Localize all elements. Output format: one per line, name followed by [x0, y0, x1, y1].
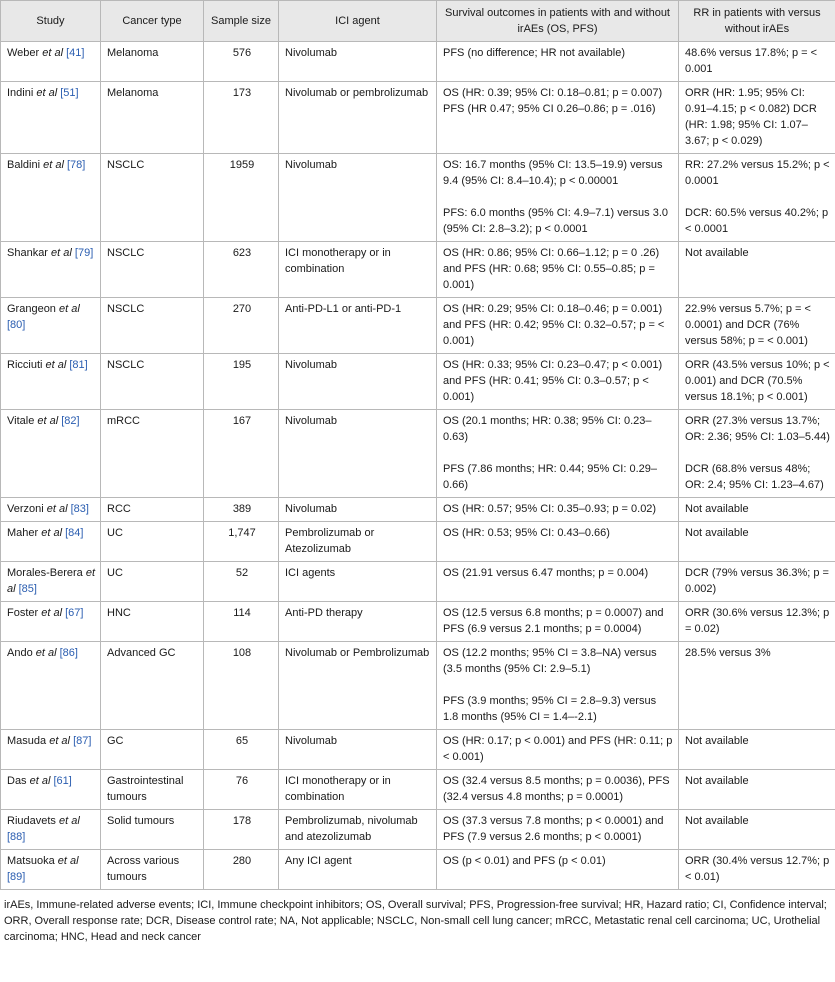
- rr-cell: [679, 730, 835, 770]
- sample-size-cell: 195: [204, 354, 279, 410]
- cancer-type-cell: Solid tumours: [101, 810, 204, 850]
- rr-cell: [679, 810, 835, 850]
- paragraph-gap: [443, 677, 674, 693]
- cancer-type-cell: HNC: [101, 602, 204, 642]
- header-study: Study: [1, 1, 101, 42]
- rr-cell-text: ORR (30.6% versus 12.3%; p = 0.02): [685, 607, 830, 635]
- rr-cell-text: ORR (30.4% versus 12.7%; p < 0.01): [685, 855, 830, 883]
- ici-agent-cell: Nivolumab: [279, 410, 437, 498]
- survival-cell-text: OS (HR: 0.53; 95% CI: 0.43–0.66): [443, 527, 610, 539]
- table-row: [1, 410, 835, 498]
- survival-cell-text: PFS (3.9 months; 95% CI = 2.8–9.3) versus 1.8 months (95% CI = 1.4–-2.1): [443, 695, 657, 723]
- rr-cell: [679, 298, 835, 354]
- survival-cell-text: OS (12.2 months; 95% CI = 3.8–NA) versus (3.5 months (95% CI: 2.9–5.1): [443, 647, 657, 675]
- study-cell: [1, 354, 101, 410]
- study-cell: [1, 82, 101, 154]
- survival-cell: [437, 602, 679, 642]
- cancer-type-cell: Gastrointestinal tumours: [101, 770, 204, 810]
- rr-cell: [679, 642, 835, 730]
- sample-size-cell: 167: [204, 410, 279, 498]
- cancer-type-cell: GC: [101, 730, 204, 770]
- study-author: Grangeon: [7, 303, 56, 315]
- survival-cell: [437, 562, 679, 602]
- rr-cell-text: RR: 27.2% versus 15.2%; p < 0.0001: [685, 159, 830, 187]
- ici-agent-cell: Nivolumab: [279, 354, 437, 410]
- survival-cell-text: OS (37.3 versus 7.8 months; p < 0.0001) and PFS (7.9 versus 2.6 months; p < 0.0001): [443, 815, 664, 843]
- study-author: Ando: [7, 647, 33, 659]
- ici-agent-cell: Nivolumab: [279, 42, 437, 82]
- study-cell: [1, 242, 101, 298]
- survival-cell: [437, 42, 679, 82]
- sample-size-cell: 52: [204, 562, 279, 602]
- reference-link[interactable]: [51]: [60, 87, 79, 99]
- sample-size-cell: 1959: [204, 154, 279, 242]
- header-row: [1, 1, 835, 42]
- ici-agent-cell: Pembrolizumab or Atezolizumab: [279, 522, 437, 562]
- sample-size-cell: 280: [204, 850, 279, 890]
- reference-link[interactable]: [61]: [53, 775, 72, 787]
- survival-cell-text: OS: 16.7 months (95% CI: 13.5–19.9) versus 9.4 (95% CI: 8.4–10.4); p < 0.00001: [443, 159, 663, 187]
- table-row: [1, 354, 835, 410]
- rr-cell: [679, 410, 835, 498]
- cancer-type-cell: Advanced GC: [101, 642, 204, 730]
- et-al: et al: [59, 303, 80, 315]
- sample-size-cell: 178: [204, 810, 279, 850]
- sample-size-cell: 1,747: [204, 522, 279, 562]
- survival-cell: [437, 730, 679, 770]
- rr-cell-text: 22.9% versus 5.7%; p = < 0.0001) and DCR (76% versus 58%; p = < 0.001): [685, 303, 811, 347]
- sample-size-cell: 76: [204, 770, 279, 810]
- study-author: Matsuoka: [7, 855, 55, 867]
- reference-link[interactable]: [83]: [70, 503, 89, 515]
- ici-agent-cell: ICI agents: [279, 562, 437, 602]
- sample-size-cell: 389: [204, 498, 279, 522]
- cancer-type-cell: Melanoma: [101, 42, 204, 82]
- cancer-type-cell: Across various tumours: [101, 850, 204, 890]
- survival-cell-text: PFS: 6.0 months (95% CI: 4.9–7.1) versus 3.0 (95% CI: 2.8–3.2); p < 0.0001: [443, 207, 668, 235]
- sample-size-cell: 173: [204, 82, 279, 154]
- rr-cell: [679, 82, 835, 154]
- survival-cell-text: OS (20.1 months; HR: 0.38; 95% CI: 0.23–0.63): [443, 415, 652, 443]
- table-row: [1, 850, 835, 890]
- survival-cell-text: OS (HR: 0.86; 95% CI: 0.66–1.12; p = 0 .26) and PFS (HR: 0.68; 95% CI: 0.55–0.85; p = 0.001): [443, 247, 660, 291]
- cancer-type-cell: NSCLC: [101, 242, 204, 298]
- table-row: [1, 82, 835, 154]
- study-cell: [1, 42, 101, 82]
- cancer-type-cell: RCC: [101, 498, 204, 522]
- rr-cell: [679, 602, 835, 642]
- header-cancer-type: Cancer type: [101, 1, 204, 42]
- reference-link[interactable]: [85]: [18, 583, 37, 595]
- ici-agent-cell: ICI monotherapy or in combination: [279, 242, 437, 298]
- cancer-type-cell: mRCC: [101, 410, 204, 498]
- rr-cell: [679, 522, 835, 562]
- survival-cell: [437, 498, 679, 522]
- survival-cell-text: OS (p < 0.01) and PFS (p < 0.01): [443, 855, 606, 867]
- table-row: [1, 810, 835, 850]
- header-survival-outcomes: Survival outcomes in patients with and without irAEs (OS, PFS): [437, 1, 679, 42]
- rr-cell-text: Not available: [685, 503, 749, 515]
- survival-cell: [437, 810, 679, 850]
- survival-cell: [437, 770, 679, 810]
- study-cell: [1, 642, 101, 730]
- reference-link[interactable]: [41]: [66, 47, 85, 59]
- table-row: [1, 242, 835, 298]
- header-rr: RR in patients with versus without irAEs: [679, 1, 835, 42]
- study-cell: [1, 770, 101, 810]
- ici-agent-cell: Pembrolizumab, nivolumab and atezolizumab: [279, 810, 437, 850]
- rr-cell-text: DCR (79% versus 36.3%; p = 0.002): [685, 567, 829, 595]
- header-sample-size: Sample size: [204, 1, 279, 42]
- et-al: et al: [51, 247, 72, 259]
- et-al: et al: [36, 87, 58, 99]
- cancer-type-cell: Melanoma: [101, 82, 204, 154]
- table-row: [1, 298, 835, 354]
- study-cell: [1, 850, 101, 890]
- rr-cell-text: Not available: [685, 247, 749, 259]
- survival-cell: [437, 354, 679, 410]
- study-cell: [1, 730, 101, 770]
- paragraph-gap: [443, 445, 674, 461]
- rr-cell: [679, 42, 835, 82]
- table-row: [1, 730, 835, 770]
- rr-cell-text: DCR: 60.5% versus 40.2%; p < 0.0001: [685, 207, 829, 235]
- ici-agent-cell: Nivolumab: [279, 498, 437, 522]
- study-author: Morales-Berera: [7, 567, 83, 579]
- table-body: [1, 42, 835, 890]
- study-author: Masuda: [7, 735, 47, 747]
- study-cell: [1, 602, 101, 642]
- rr-cell: [679, 154, 835, 242]
- reference-link[interactable]: [86]: [59, 647, 78, 659]
- et-al: et al: [42, 47, 64, 59]
- et-al: et al: [57, 855, 79, 867]
- rr-cell-text: Not available: [685, 815, 749, 827]
- survival-cell: [437, 522, 679, 562]
- survival-cell: [437, 850, 679, 890]
- rr-cell-text: 48.6% versus 17.8%; p = < 0.001: [685, 47, 818, 75]
- reference-link[interactable]: [88]: [7, 831, 26, 843]
- survival-cell-text: OS (HR: 0.17; p < 0.001) and PFS (HR: 0.11; p < 0.001): [443, 735, 673, 763]
- rr-cell: [679, 498, 835, 522]
- study-author: Indini: [7, 87, 34, 99]
- rr-cell-text: ORR (43.5% versus 10%; p < 0.001) and DCR (70.5% versus 18.1%; p < 0.001): [685, 359, 830, 403]
- survival-cell: [437, 298, 679, 354]
- study-cell: [1, 154, 101, 242]
- survival-cell-text: OS (21.91 versus 6.47 months; p = 0.004): [443, 567, 649, 579]
- et-al: et al: [29, 775, 51, 787]
- cancer-type-cell: UC: [101, 522, 204, 562]
- table-row: [1, 498, 835, 522]
- rr-cell: [679, 354, 835, 410]
- table-row: [1, 602, 835, 642]
- study-author: Ricciuti: [7, 359, 43, 371]
- header-ici-agent: ICI agent: [279, 1, 437, 42]
- study-author: Vitale: [7, 415, 35, 427]
- et-al: et al: [45, 359, 67, 371]
- rr-cell-text: DCR (68.8% versus 48%; OR: 2.4; 95% CI: 1.23–4.67): [685, 463, 824, 491]
- ici-agent-cell: Anti-PD-L1 or anti-PD-1: [279, 298, 437, 354]
- sample-size-cell: 270: [204, 298, 279, 354]
- survival-cell-text: OS (HR: 0.39; 95% CI: 0.18–0.81; p = 0.007) PFS (HR 0.47; 95% CI 0.26–0.86; p = .016): [443, 87, 663, 115]
- table-row: [1, 770, 835, 810]
- reference-link[interactable]: [82]: [61, 415, 80, 427]
- survival-cell-text: PFS (no difference; HR not available): [443, 47, 625, 59]
- sample-size-cell: 576: [204, 42, 279, 82]
- ici-agent-cell: Nivolumab: [279, 154, 437, 242]
- survival-cell-text: OS (HR: 0.29; 95% CI: 0.18–0.46; p = 0.001) and PFS (HR: 0.42; 95% CI: 0.32–0.57; p = < 0.001): [443, 303, 665, 347]
- study-cell: [1, 562, 101, 602]
- survival-cell: [437, 82, 679, 154]
- survival-cell-text: PFS (7.86 months; HR: 0.44; 95% CI: 0.29–0.66): [443, 463, 657, 491]
- table-row: [1, 562, 835, 602]
- rr-cell-text: Not available: [685, 735, 749, 747]
- ici-agent-cell: Nivolumab or pembrolizumab: [279, 82, 437, 154]
- study-cell: [1, 298, 101, 354]
- rr-cell-text: Not available: [685, 527, 749, 539]
- table-row: [1, 522, 835, 562]
- table-row: [1, 642, 835, 730]
- study-author: Verzoni: [7, 503, 44, 515]
- study-cell: [1, 522, 101, 562]
- et-al: et al: [49, 735, 70, 747]
- ici-agent-cell: Any ICI agent: [279, 850, 437, 890]
- ici-agent-cell: Nivolumab: [279, 730, 437, 770]
- sample-size-cell: 108: [204, 642, 279, 730]
- study-author: Baldini: [7, 159, 41, 171]
- survival-cell-text: OS (HR: 0.33; 95% CI: 0.23–0.47; p < 0.001) and PFS (HR: 0.41; 95% CI: 0.3–0.57; p < 0.001): [443, 359, 663, 403]
- rr-cell: [679, 770, 835, 810]
- reference-link[interactable]: [80]: [7, 319, 26, 331]
- survival-cell-text: OS (12.5 versus 6.8 months; p = 0.0007) and PFS (6.9 versus 2.1 months; p = 0.0004): [443, 607, 664, 635]
- study-author: Shankar: [7, 247, 48, 259]
- study-cell: [1, 410, 101, 498]
- reference-link[interactable]: [67]: [65, 607, 84, 619]
- study-cell: [1, 810, 101, 850]
- study-author: Foster: [7, 607, 39, 619]
- rr-cell-text: 28.5% versus 3%: [685, 647, 771, 659]
- et-al: et al: [37, 415, 59, 427]
- et-al: et al: [7, 567, 96, 595]
- sample-size-cell: 65: [204, 730, 279, 770]
- rr-cell-text: ORR (27.3% versus 13.7%; OR: 2.36; 95% CI: 1.03–5.44): [685, 415, 830, 443]
- sample-size-cell: 623: [204, 242, 279, 298]
- table-row: [1, 42, 835, 82]
- reference-link[interactable]: [79]: [74, 247, 94, 259]
- et-al: et al: [46, 503, 68, 515]
- study-author: Das: [7, 775, 27, 787]
- rr-cell-text: ORR (HR: 1.95; 95% CI: 0.91–4.15; p < 0.082) DCR (HR: 1.98; 95% CI: 1.07–3.67; p < 0.029): [685, 87, 817, 147]
- ici-agent-cell: Anti-PD therapy: [279, 602, 437, 642]
- rr-cell: [679, 242, 835, 298]
- et-al: et al: [58, 815, 80, 827]
- survival-cell: [437, 410, 679, 498]
- table-row: [1, 154, 835, 242]
- ici-agent-cell: ICI monotherapy or in combination: [279, 770, 437, 810]
- et-al: et al: [35, 647, 57, 659]
- et-al: et al: [43, 159, 64, 171]
- study-author: Weber: [7, 47, 40, 59]
- paragraph-gap: [685, 445, 831, 461]
- study-cell: [1, 498, 101, 522]
- paragraph-gap: [685, 189, 831, 205]
- survival-cell-text: OS (32.4 versus 8.5 months; p = 0.0036), PFS (32.4 versus 4.8 months; p = 0.0001): [443, 775, 670, 803]
- rr-cell-text: Not available: [685, 775, 749, 787]
- et-al: et al: [41, 607, 63, 619]
- rr-cell: [679, 850, 835, 890]
- et-al: et al: [41, 527, 63, 539]
- study-author: Riudavets: [7, 815, 56, 827]
- rr-cell: [679, 562, 835, 602]
- survival-cell-text: OS (HR: 0.57; 95% CI: 0.35–0.93; p = 0.02): [443, 503, 657, 515]
- study-author: Maher: [7, 527, 39, 539]
- sample-size-cell: 114: [204, 602, 279, 642]
- reference-link[interactable]: [84]: [65, 527, 84, 539]
- survival-cell: [437, 242, 679, 298]
- reference-link[interactable]: [87]: [73, 735, 92, 747]
- cancer-type-cell: UC: [101, 562, 204, 602]
- paragraph-gap: [443, 189, 674, 205]
- reference-link[interactable]: [89]: [7, 871, 26, 883]
- survival-cell: [437, 642, 679, 730]
- survival-cell: [437, 154, 679, 242]
- cancer-type-cell: NSCLC: [101, 154, 204, 242]
- reference-link[interactable]: [81]: [69, 359, 88, 371]
- footnote: irAEs, Immune-related adverse events; ICI, Immune checkpoint inhibitors; OS, Overall survival; PFS, Progression-free survival; HR, Hazard ratio; CI, Confidence interval; ORR, Overall response rate; DCR, Disease control rate; NA, Not applicable; NSCLC, Non-small cell lung cancer; mRCC, Metastatic renal cell carcinoma; UC, Urothelial carcinoma; HNC, Head and neck cancer: [4, 899, 827, 943]
- cancer-type-cell: NSCLC: [101, 354, 204, 410]
- reference-link[interactable]: [78]: [66, 159, 86, 171]
- cancer-type-cell: NSCLC: [101, 298, 204, 354]
- ici-agent-cell: Nivolumab or Pembrolizumab: [279, 642, 437, 730]
